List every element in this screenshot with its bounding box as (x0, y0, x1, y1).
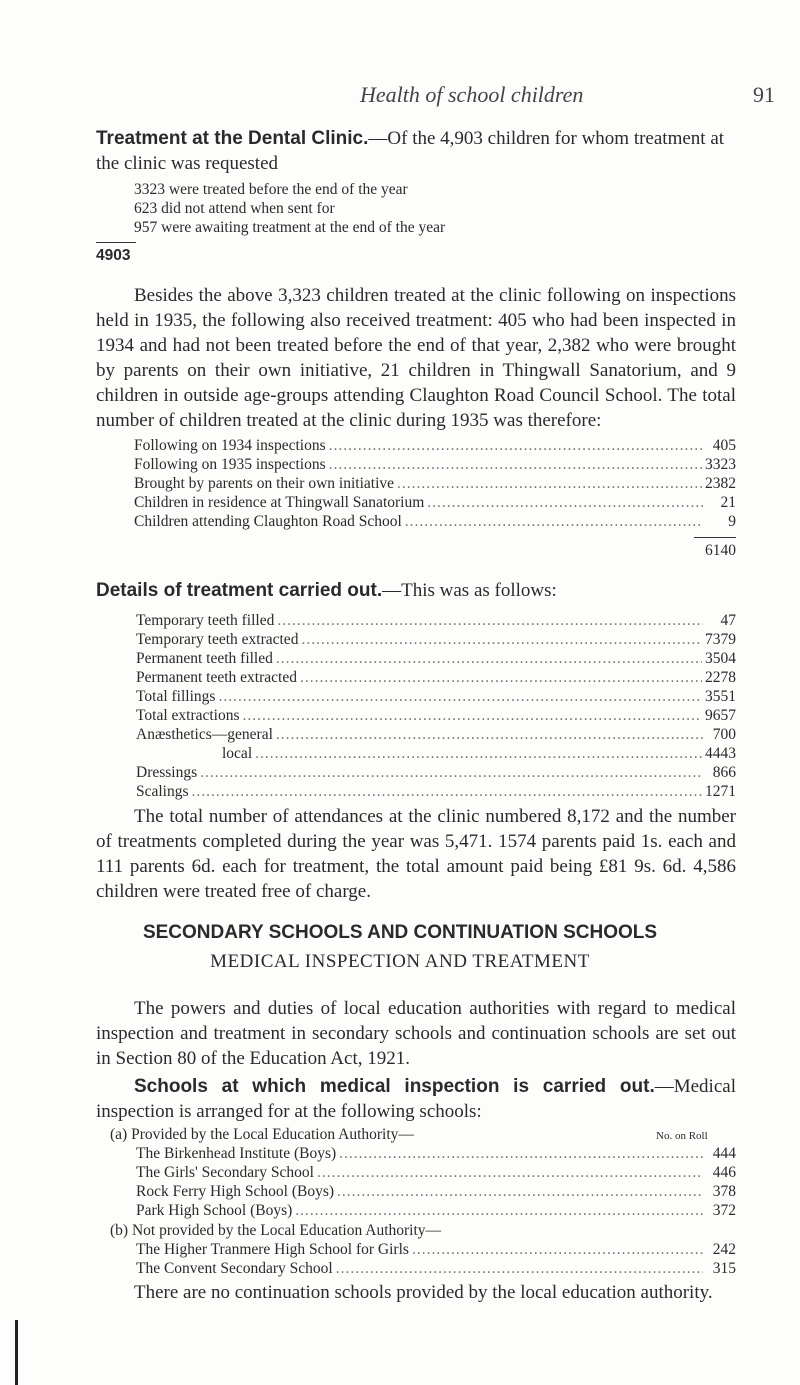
binding-edge (15, 1320, 18, 1385)
secondary-title: SECONDARY SCHOOLS AND CONTINUATION SCHOOLS (142, 922, 658, 943)
details-row: Anæsthetics—general ..... 700 (136, 725, 736, 744)
besides-paragraph: Besides the above 3,323 children treated at the clinic following on inspections held in 1935, the following also received treatment: 405 who had been inspected in 1934 and had not been treated before the end of that year, 2,382 who were brought by parents on their own initiative, 21 children in Thingwall Sanatorium, and 9 children in outside age-groups attending Claughton Road Council School. The total number of children treated at the clinic during 1935 was therefore: (96, 285, 736, 431)
details-heading: Details of treatment carried out. (96, 580, 383, 601)
treated-total: 6140 (705, 542, 736, 559)
details-row: Total extractions ..... 9657 (136, 706, 736, 725)
status-line: 3323 were treated before the end of the year (134, 181, 408, 198)
status-line: 957 were awaiting treatment at the end of the year (134, 219, 446, 236)
school-row: Rock Ferry High School (Boys) ..... 378 (136, 1182, 736, 1201)
page-number: 91 (753, 82, 775, 107)
dental-intro-text: —Of the 4,903 children for whom treatment at the clinic was requested (96, 128, 725, 174)
school-row: The Birkenhead Institute (Boys) ..... 444 (136, 1144, 736, 1163)
treated-rule (694, 537, 736, 538)
school-row: Park High School (Boys) ..... 372 (136, 1201, 736, 1220)
school-row: The Girls' Secondary School ..... 446 (136, 1163, 736, 1182)
details-intro-text: —This was as follows: (382, 580, 557, 601)
school-row: The Convent Secondary School ..... 315 (136, 1259, 736, 1278)
details-closing-paragraph: The total number of attendances at the clinic numbered 8,172 and the number of treatments completed during the year was 5,471. 1574 parents paid 1s. each and 111 parents 6d. each for treatment, the total amount paid being £81 9s. 6d. 4,586 children were treated free of charge. (96, 806, 736, 902)
details-row: Permanent teeth extracted ..... 2278 (136, 668, 736, 687)
dental-heading: Treatment at the Dental Clinic. (96, 128, 369, 149)
schools-intro: —Medical inspection is arranged for at the following schools: (96, 1076, 736, 1122)
group-a-label: (a) Provided by the Local Education Authority— (110, 1126, 414, 1143)
dental-intro-paragraph (96, 126, 736, 176)
status-line: 623 did not attend when sent for (134, 200, 335, 217)
schools-paragraph (96, 1074, 736, 1124)
treated-row: Following on 1934 inspections ..... 405 (134, 436, 736, 455)
closing-paragraph: There are no continuation schools provided by the local education authority. (134, 1282, 713, 1303)
group-b-label: (b) Not provided by the Local Education Authority— (110, 1222, 442, 1239)
schools-heading: Schools at which medical inspection is carried out. (134, 1076, 655, 1097)
details-row: Scalings ..... 1271 (136, 782, 736, 801)
status-total: 4903 (96, 247, 131, 264)
details-row: Permanent teeth filled ..... 3504 (136, 649, 736, 668)
school-row: The Higher Tranmere High School for Girls ..... 242 (136, 1240, 736, 1259)
status-list (134, 180, 634, 237)
treated-row: Children in residence at Thingwall Sanatorium ..... 21 (134, 493, 736, 512)
powers-paragraph: The powers and duties of local education authorities with regard to medical inspection and treatment in secondary schools and continuation schools are set out in Section 80 of the Education Act, 1921. (96, 998, 736, 1069)
treated-row: Brought by parents on their own initiative ..... 2382 (134, 474, 736, 493)
treated-row: Children attending Claughton Road School ..... 9 (134, 512, 736, 531)
roll-header: No. on Roll (656, 1130, 708, 1142)
details-intro (96, 578, 736, 603)
status-rule (96, 242, 136, 243)
running-title: Health of school children (360, 82, 584, 107)
details-row: local ..... 4443 (222, 744, 736, 763)
details-row: Temporary teeth extracted ..... 7379 (136, 630, 736, 649)
details-row: Temporary teeth filled ..... 47 (136, 611, 736, 630)
details-row: Total fillings ..... 3551 (136, 687, 736, 706)
treated-row: Following on 1935 inspections ..... 3323 (134, 455, 736, 474)
details-row: Dressings ..... 866 (136, 763, 736, 782)
secondary-subtitle: MEDICAL INSPECTION AND TREATMENT (210, 951, 590, 972)
